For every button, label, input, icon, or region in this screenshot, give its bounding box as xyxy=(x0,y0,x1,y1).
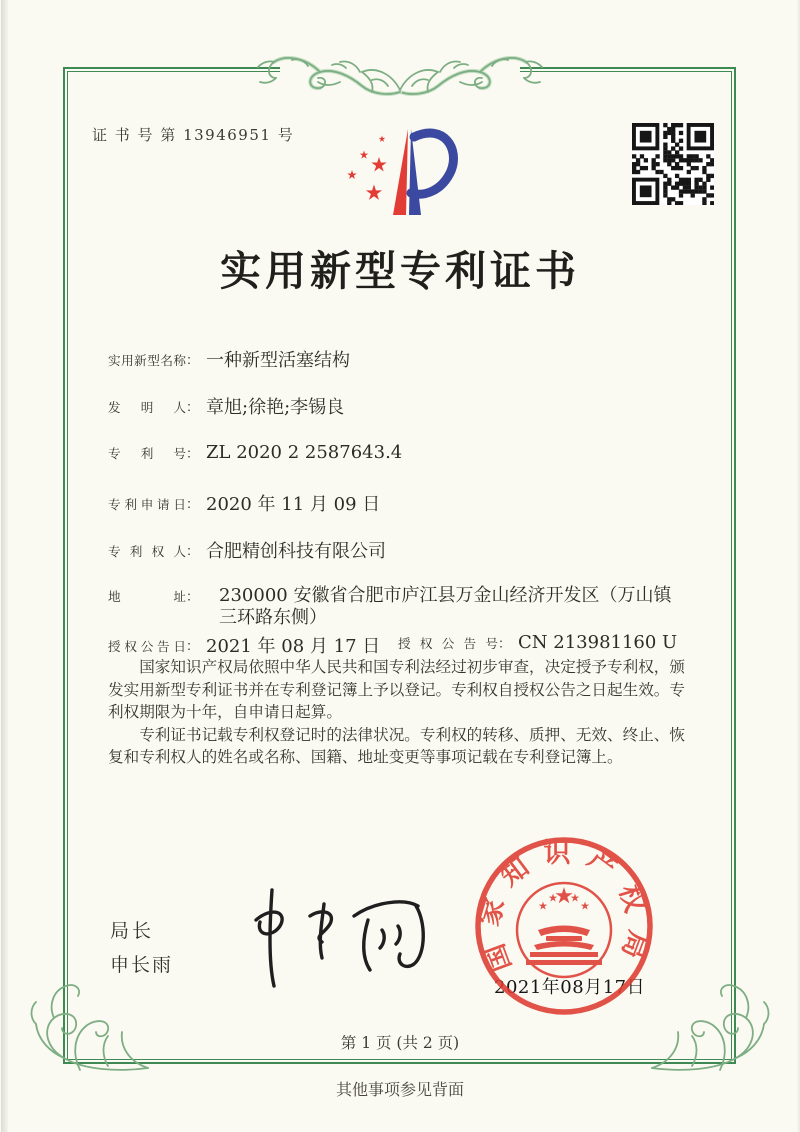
legal-text xyxy=(108,656,698,769)
field-row-patentee xyxy=(108,537,386,563)
field-row-filing-date xyxy=(108,490,380,516)
register-paragraph: 专利证书记载专利权登记时的法律状况。专利权的转移、质押、无效、终止、恢复和专利权人的姓名或名称、国籍、地址变更等事项记载在专利登记簿上。 xyxy=(108,725,685,767)
field-value: 合肥精创科技有限公司 xyxy=(206,541,387,562)
seal-date: 2021年08月17日 xyxy=(494,977,646,998)
certificate-title: 实用新型专利证书 xyxy=(220,247,580,295)
director-title: 局长 xyxy=(110,920,155,942)
corner-flourish-right-icon xyxy=(648,980,780,1078)
field-label: 专利号 xyxy=(108,446,186,461)
page-number: 第 1 页 (共 2 页) xyxy=(340,1034,460,1052)
field-label: 实用新型名称 xyxy=(108,352,186,368)
field-label: 专利权人 xyxy=(108,543,186,559)
field-label: 授权公告号 xyxy=(398,636,498,651)
label-colon: ： xyxy=(186,639,200,655)
field-label: 地址 xyxy=(108,589,186,604)
field-row-inventors xyxy=(108,393,344,419)
back-note: 其他事项参见背面 xyxy=(335,1080,464,1099)
field-label: 授权公告日 xyxy=(108,638,186,654)
label-colon: ： xyxy=(186,497,200,513)
label-colon: ： xyxy=(186,447,200,462)
cnipa-logo-icon xyxy=(338,113,464,225)
label-colon: ： xyxy=(186,590,200,605)
field-value: CN 213981160 U xyxy=(518,632,678,653)
field-value: 一种新型活塞结构 xyxy=(206,350,351,371)
director-name: 申长雨 xyxy=(110,954,174,976)
address-line-2: 三环路东侧） xyxy=(219,606,328,628)
director-signature-icon xyxy=(222,880,437,995)
label-colon: ： xyxy=(186,353,200,369)
field-grant-number xyxy=(398,632,677,653)
field-value: 章旭;徐艳;李锡良 xyxy=(206,397,345,418)
field-value xyxy=(219,585,699,628)
field-label: 专利申请日 xyxy=(108,496,186,512)
grant-paragraph: 国家知识产权局依照中华人民共和国专利法经过初步审查，决定授予专利权，颁发实用新型专利证书并在专利登记簿上予以登记。专利权自授权公告之日起生效。专利权期限为十年，自申请日起算。 xyxy=(108,658,685,722)
label-colon: ： xyxy=(186,544,200,560)
dragon-flourish-icon xyxy=(240,28,560,108)
field-row-name xyxy=(108,346,350,372)
qr-code xyxy=(632,123,714,205)
label-colon: ： xyxy=(498,637,512,652)
seal-text: 国家知识产权局 xyxy=(473,837,655,976)
corner-flourish-left-icon xyxy=(20,980,152,1078)
field-row-patent-no xyxy=(108,442,402,463)
address-line-1: 230000 安徽省合肥市庐江县万金山经济开发区（万山镇 xyxy=(219,585,672,606)
field-row-grant xyxy=(108,632,678,658)
field-label: 发明人 xyxy=(108,399,186,415)
official-seal-icon xyxy=(468,830,660,1022)
field-row-address xyxy=(108,585,699,628)
field-value: 2020 年 11 月 09 日 xyxy=(206,494,381,515)
scan-edge-left xyxy=(1,0,8,1132)
field-value: ZL 2020 2 2587643.4 xyxy=(206,442,403,463)
field-value: 2021 年 08 月 17 日 xyxy=(206,636,381,657)
label-colon: ： xyxy=(186,400,200,416)
certificate-number: 证 书 号 第 13946951 号 xyxy=(92,126,295,144)
